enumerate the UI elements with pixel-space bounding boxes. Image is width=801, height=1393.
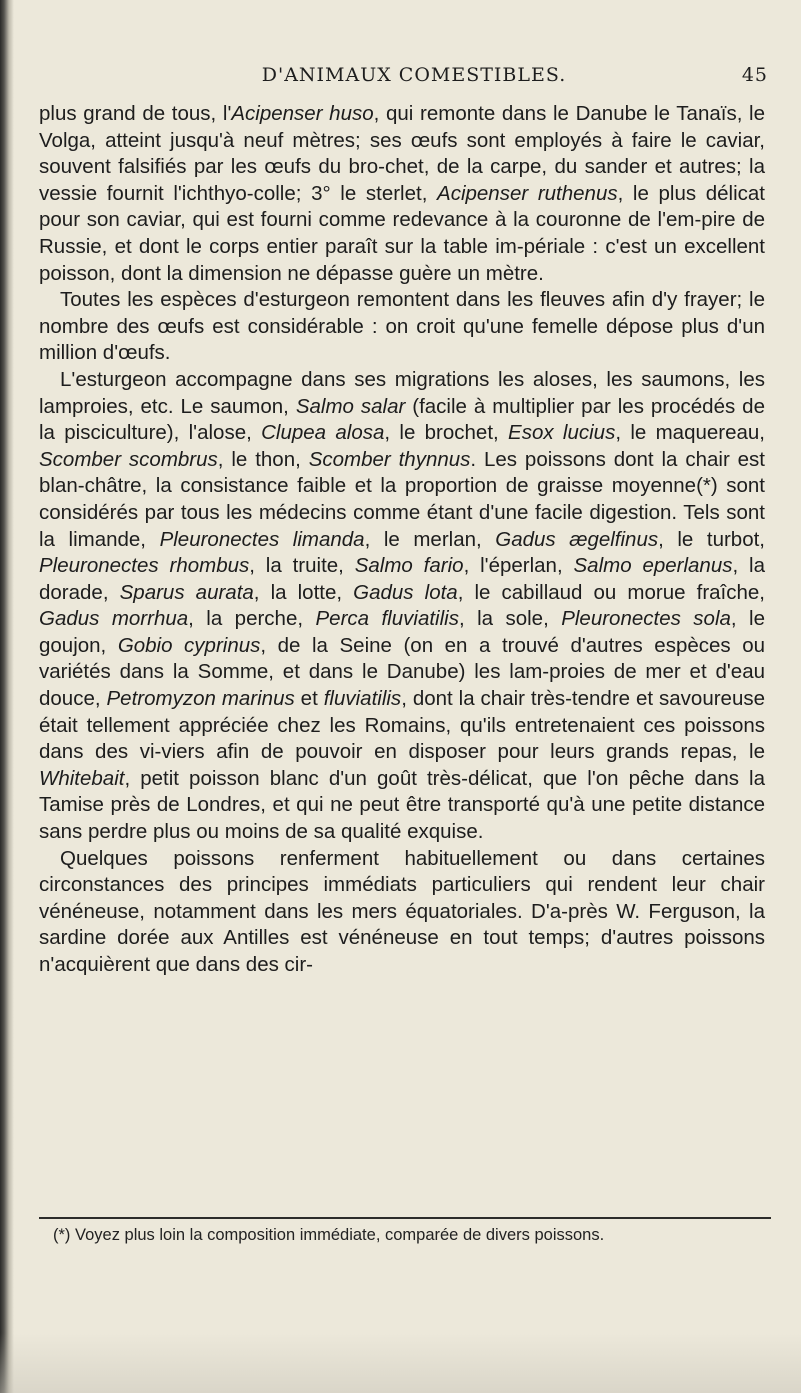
italic-run: Pleuronectes rhombus <box>39 554 250 578</box>
footnote-rule <box>39 1217 771 1219</box>
text-run: plus grand de tous, l' <box>39 102 232 125</box>
text-run: , le turbot, <box>658 527 765 551</box>
text-run: L'esturgeon accompagne dans ses migrations les aloses, les saumons, les lamproies, etc. Le saumon, <box>39 367 765 418</box>
italic-run: Sparus aurata <box>119 580 254 604</box>
paragraph <box>39 367 765 846</box>
text-run: , dont la chair très-tendre et savoureuse était tellement appréciée chez les Romains, qu'ils entretenaient ces poissons dans des vi-viers afin de pouvoir en disposer pour leurs grands repas, le <box>39 687 766 764</box>
body-text <box>39 101 765 979</box>
running-title: D'ANIMAUX COMESTIBLES. <box>261 64 567 86</box>
italic-run: Scomber scombrus <box>39 447 218 471</box>
text-run: , de la Seine (on en a trouvé d'autres espèces ou variétés dans la Somme, et dans le Danube) les lam-proies de mer et d'eau douce, <box>39 633 766 711</box>
text-run: , l'éperlan, <box>463 554 574 578</box>
running-head <box>60 64 768 92</box>
italic-run: Esox lucius <box>508 421 616 445</box>
text-run: et <box>294 687 324 711</box>
text-run: , le maquereau, <box>615 421 765 445</box>
text-run: , la lotte, <box>253 580 354 604</box>
text-run: , le goujon, <box>39 607 765 657</box>
italic-run: Salmo eperlanus <box>573 554 733 578</box>
italic-run: Salmo fario <box>354 554 464 578</box>
text-run: , la truite, <box>249 554 355 578</box>
paragraph <box>39 287 765 367</box>
text-run: , le brochet, <box>384 421 509 445</box>
italic-run: Petromyzon marinus <box>106 687 295 711</box>
italic-run: Pleuronectes limanda <box>159 527 365 551</box>
text-run: , la dorade, <box>39 554 765 604</box>
text-run: Quelques poissons renferment habituellement ou dans certaines circonstances des principes immédiats particuliers qui rendent leur chair vénéneuse, notamment dans les mers équatoriales. D'a-près W. Ferguson, la sardine dorée aux Antilles est vénéneuse en tout temps; d'autres poissons n'acquièrent que dans des cir- <box>39 846 765 976</box>
text-run: Toutes les espèces d'esturgeon remontent dans les fleuves afin d'y frayer; le nombre des œufs est considérable : on croit qu'une femelle dépose plus d'un million d'œufs. <box>39 288 765 365</box>
text-run: , qui remonte dans le Danube le Tanaïs, le Volga, atteint jusqu'à neuf mètres; ses œufs sont employés à faire le caviar, souvent falsifiés par les œufs du bro-chet, de la carpe, du sander et autres; la vessie fournit l'ichthyo-colle; 3° le sterlet, <box>39 102 765 205</box>
text-run: , petit poisson blanc d'un goût très-délicat, que l'on pêche dans la Tamise près de Londres, et qui ne peut être transporté qu'à une petite distance sans perdre plus ou moins de sa qualité exquise. <box>39 766 765 844</box>
paragraph <box>39 846 765 979</box>
text-run: , le merlan, <box>364 527 496 551</box>
book-spine-shadow <box>0 0 14 1393</box>
text-run: , le thon, <box>217 447 309 471</box>
text-run: , la perche, <box>188 607 316 631</box>
paragraph <box>39 101 765 287</box>
footnote: (*) Voyez plus loin la composition immédiate, comparée de divers poissons. <box>53 1226 605 1244</box>
page-bottom-shadow <box>0 1333 801 1393</box>
text-run: , le plus délicat pour son caviar, qui est fourni comme redevance à la couronne de l'em-pire de Russie, et dont le corps entier paraît sur la table im-périale : c'est un excellent poisson, dont la dimension ne dépasse guère un mètre. <box>39 181 766 285</box>
italic-run: Acipenser ruthenus <box>437 181 618 205</box>
italic-run: Salmo salar <box>295 394 406 418</box>
italic-run: Pleuronectes sola <box>561 607 731 631</box>
text-run: , le cabillaud ou morue fraîche, <box>457 580 765 604</box>
italic-run: Whitebait <box>39 766 125 790</box>
page-number: 45 <box>741 64 768 86</box>
italic-run: Gadus ægelfinus <box>495 527 659 551</box>
italic-run: Gadus lota <box>353 580 458 604</box>
italic-run: Perca fluviatilis <box>315 607 459 631</box>
italic-run: Gadus morrhua <box>39 607 189 631</box>
italic-run: Scomber thynnus <box>308 447 471 471</box>
text-run: . Les poissons dont la chair est blan-châtre, la consistance faible et la proportion de graisse moyenne(*) sont considérés par tous les médecins comme étant d'une facile digestion. Tels sont la limande, <box>39 447 765 551</box>
italic-run: fluviatilis <box>323 687 402 711</box>
text-run: (facile à multiplier par les procédés de la pisciculture), l'alose, <box>39 394 765 445</box>
italic-run: Acipenser huso <box>231 102 374 125</box>
text-run: , la sole, <box>458 607 562 631</box>
italic-run: Clupea alosa <box>261 421 385 445</box>
italic-run: Gobio cyprinus <box>117 633 261 657</box>
